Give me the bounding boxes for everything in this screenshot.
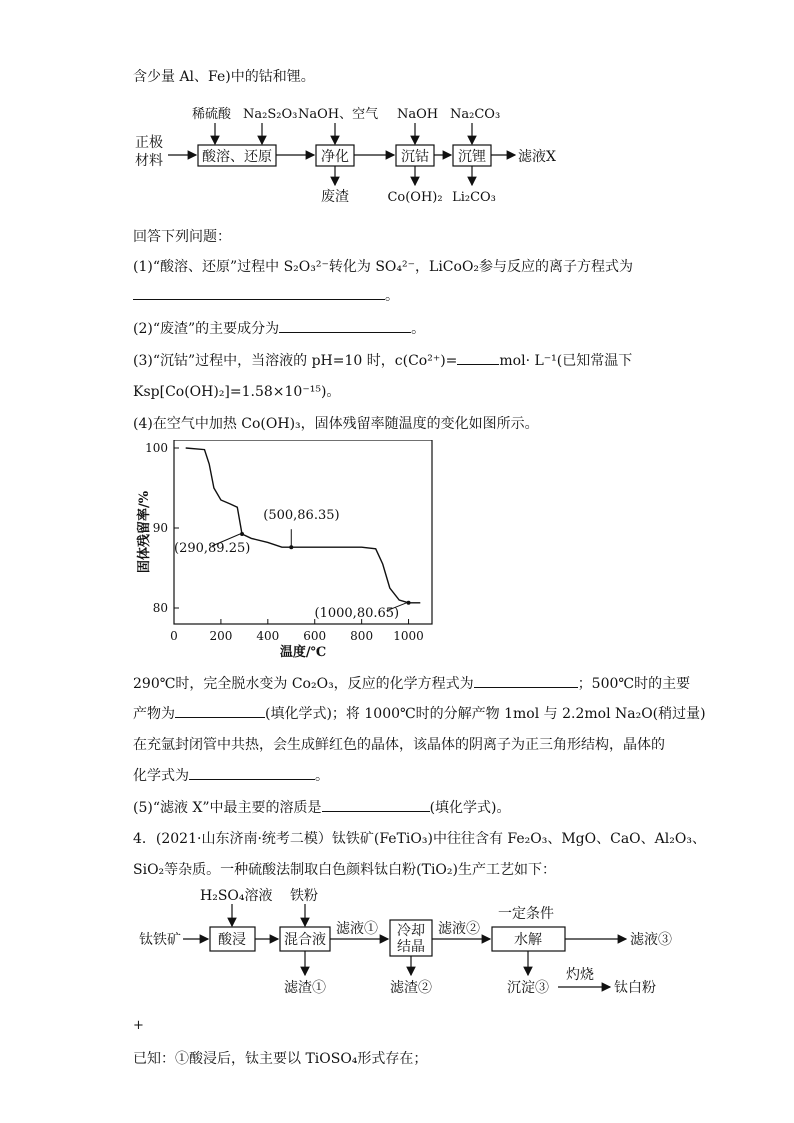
answer-blank-4[interactable]: [474, 673, 578, 688]
part-4d-text-1: 化学式为: [133, 768, 189, 784]
annotation-label: (1000,80.65): [314, 605, 400, 621]
part-4-line-1: [133, 673, 690, 693]
flow2-step-3b: 结晶: [397, 939, 425, 955]
question-6-line-2: SiO₂等杂质。一种硫酸法制取白色颜料钛白粉(TiO₂)生产工艺如下：: [133, 862, 556, 878]
question-2: (2)“废渣”的主要成分为: [133, 321, 280, 337]
question-3-b: mol· L⁻¹(已知常温下: [499, 353, 633, 369]
question-4: (4)在空气中加热 Co(OH)₃，固体残留率随温度的变化如图所示。: [133, 416, 539, 432]
part-4-line-4: [133, 765, 329, 785]
answer-blank-7[interactable]: [322, 797, 430, 812]
x-tick-label: 200: [209, 629, 233, 643]
residue-curve: [186, 448, 421, 603]
part-4a-text-2: ；500℃时的主要: [577, 676, 691, 692]
question-1-answer-row: [133, 285, 399, 305]
flow2-calcine: 灼烧: [566, 967, 594, 983]
flow2-step-1: 酸浸: [218, 932, 246, 948]
flow1-step-1: 酸溶、还原: [202, 149, 272, 165]
flow2-input: 钛铁矿: [139, 932, 181, 948]
part-4-line-3: 在充氩封闭管中共热，会生成鲜红色的晶体，该晶体的阴离子为正三角形结构，晶体的: [133, 737, 665, 753]
flow2-product: 钛白粉: [614, 980, 656, 996]
flow1-step-3: 沉钴: [401, 149, 429, 165]
flow1-reagent-h2so4: 稀硫酸: [192, 107, 232, 122]
answer-blank-6[interactable]: [189, 765, 315, 780]
annotation-label: (290,89.25): [174, 541, 251, 556]
question-3-c: Ksp[Co(OH)₂]=1.58×10⁻¹⁵)。: [133, 384, 341, 400]
flow1-output: 滤液X: [518, 149, 556, 165]
annotation-point: [240, 532, 244, 536]
flow1-product-li2co3: Li₂CO₃: [452, 190, 496, 205]
known-conditions: 已知：①酸浸后，钛主要以 TiOSO₄形式存在；: [133, 1051, 428, 1067]
question-3-row: [133, 350, 632, 370]
part-4a-text-1: 290℃时，完全脱水变为 Co₂O₃，反应的化学方程式为: [133, 676, 474, 692]
question-1: (1)“酸溶、还原”过程中 S₂O₃²⁻转化为 SO₄²⁻，LiCoO₂参与反应的离子方程式为: [133, 259, 634, 275]
question-2-row: [133, 318, 425, 338]
question-5-row: [133, 797, 511, 817]
flow2-filtrate-3: 滤液③: [630, 932, 672, 948]
question-5-text-2: (填化学式)。: [429, 800, 511, 816]
residue-rate-chart: [0, 440, 794, 665]
process-flowchart-2: [0, 878, 794, 1008]
flow2-reagent-h2so4: H₂SO₄溶液: [200, 888, 273, 904]
answer-blank-1[interactable]: [133, 285, 385, 300]
chart-frame: [174, 440, 432, 624]
flow1-input-line2: 材料: [135, 153, 163, 169]
x-tick-label: 0: [170, 629, 178, 643]
flow1-product-waste: 废渣: [321, 189, 349, 205]
question-intro: 回答下列问题：: [133, 229, 231, 245]
flow2-step-2: 混合液: [284, 932, 326, 948]
question-2-end: 。: [411, 321, 426, 337]
question-1-end: 。: [385, 288, 399, 304]
y-tick-label: 100: [145, 441, 168, 455]
y-axis-label: 固体残留率/%: [137, 490, 152, 574]
x-tick-label: 1000: [393, 629, 424, 643]
annotation-point: [407, 601, 411, 605]
annotation-label: (500,86.35): [263, 508, 340, 524]
flow1-step-4: 沉锂: [458, 149, 486, 165]
x-tick-label: 400: [256, 629, 280, 643]
flow1-product-cooh2: Co(OH)₂: [387, 190, 443, 205]
flow2-step-4: 水解: [514, 932, 542, 948]
x-axis-label: 温度/℃: [279, 645, 327, 660]
question-6-line-1: 4．(2021·山东济南·统考二模）钛铁矿(FeTiO₃)中往往含有 Fe₂O₃、MgO、CaO、Al₂O₃、: [133, 831, 706, 847]
intro-text: 含少量 Al、Fe)中的钴和锂。: [133, 69, 315, 85]
flow2-precipitate-3: 沉淀③: [507, 980, 549, 996]
flow1-reagent-naoh-air: NaOH、空气: [298, 107, 379, 122]
part-4b-text-1: 产物为: [133, 706, 175, 722]
x-tick-label: 800: [350, 629, 374, 643]
process-flowchart-1: [0, 95, 794, 310]
y-tick-label: 90: [152, 521, 168, 535]
flow2-residue-1: 滤渣①: [284, 980, 326, 996]
question-3-a: (3)“沉钴”过程中，当溶液的 pH=10 时，c(Co²⁺)=: [133, 353, 458, 369]
answer-blank-3[interactable]: [457, 350, 499, 365]
flow2-step-3a: 冷却: [397, 923, 425, 939]
flow1-reagent-na2co3: Na₂CO₃: [450, 107, 501, 122]
flow1-reagent-naoh: NaOH: [397, 107, 439, 122]
part-4-line-2: [133, 703, 706, 723]
answer-blank-2[interactable]: [279, 318, 411, 333]
y-tick-label: 80: [152, 601, 168, 615]
flow2-filtrate-2: 滤液②: [438, 921, 480, 937]
flow1-step-2: 净化: [321, 149, 349, 165]
part-4d-text-2: 。: [315, 768, 329, 784]
part-4b-text-2: (填化学式)；将 1000℃时的分解产物 1mol 与 2.2mol Na₂O(稍过量): [265, 706, 706, 722]
flow2-filtrate-1: 滤液①: [336, 921, 378, 937]
flow2-reagent-iron: 铁粉: [290, 888, 318, 904]
x-tick-label: 600: [303, 629, 327, 643]
plus-sign: +: [133, 1018, 144, 1033]
flow1-reagent-na2s2o3: Na₂S₂O₃: [243, 107, 298, 122]
question-5-text-1: (5)“滤液 X”中最主要的溶质是: [133, 800, 322, 816]
flow1-input-line1: 正极: [135, 135, 163, 151]
flow2-residue-2: 滤渣②: [390, 980, 432, 996]
flow2-reagent-condition: 一定条件: [498, 906, 554, 922]
answer-blank-5[interactable]: [175, 703, 265, 718]
